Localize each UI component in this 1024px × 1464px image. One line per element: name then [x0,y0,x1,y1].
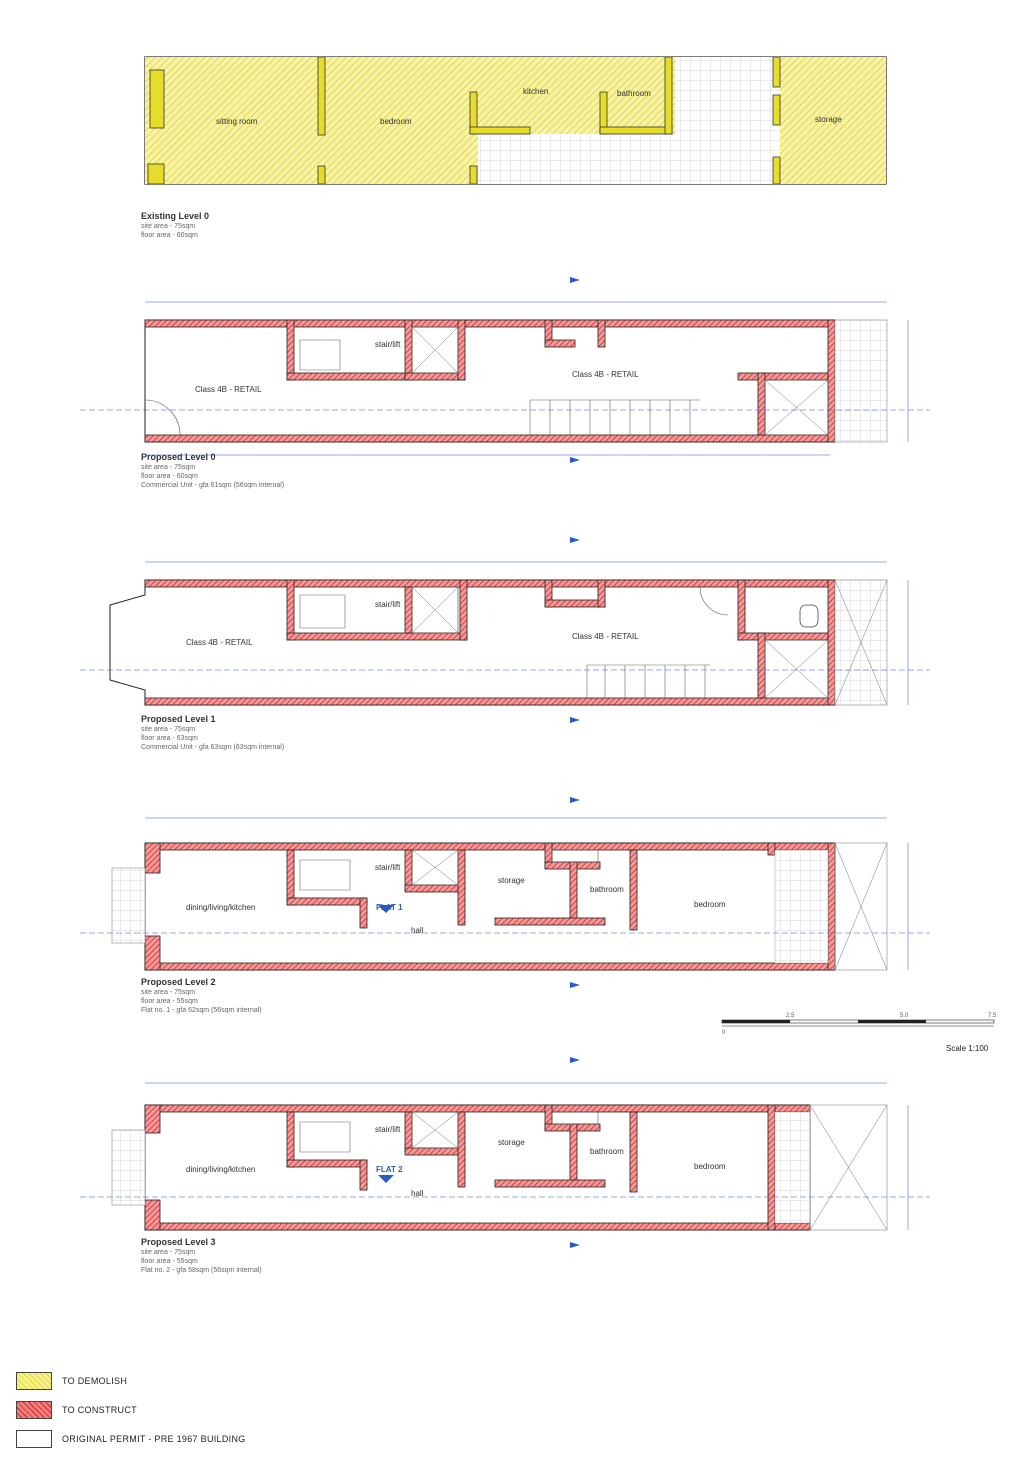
room-label: storage [815,115,842,124]
level-info: floor area - 55sqm [141,998,198,1005]
room-label: storage [498,1138,525,1147]
legend-item-demolish [16,1371,127,1391]
level-title: Proposed Level 1 [141,714,216,724]
room-label: Class 4B - RETAIL [195,385,262,394]
level-info: floor area - 55sqm [141,1258,198,1265]
scale-tick: 5.0 [900,1013,909,1019]
flat-label: FLAT 2 [376,1165,403,1174]
caption-proposed-level-2 [141,977,262,1015]
scale-tick: 0 [722,1030,726,1036]
legend-label: TO DEMOLISH [62,1376,128,1386]
room-label: bedroom [380,117,412,126]
level-title: Existing Level 0 [141,211,210,221]
room-label: dining/living/kitchen [186,1165,256,1174]
level-info: floor area - 60sqm [141,232,198,239]
scale-label: Scale 1:100 [946,1044,989,1053]
level-info: Flat no. 1 - gfa 62sqm (56sqm internal) [141,1007,262,1014]
legend-swatch-original [16,1430,52,1448]
room-label: bathroom [617,89,651,98]
scale-tick: 2.5 [786,1013,795,1019]
level-info: floor area - 60sqm [141,473,198,480]
room-label: hall [411,926,424,935]
room-label: stair/lift [375,600,401,609]
legend-swatch-demolish [16,1372,52,1390]
room-labels [186,87,842,1198]
room-label: bedroom [694,1162,726,1171]
room-label: stair/lift [375,340,401,349]
scale-bar [722,1013,997,1036]
level-info: floor area - 63sqm [141,735,198,742]
legend-item-original-permit [16,1429,246,1449]
level-title: Proposed Level 3 [141,1237,216,1247]
room-label: bedroom [694,900,726,909]
room-label: dining/living/kitchen [186,903,256,912]
level-info: site area - 75sqm [141,223,196,230]
legend-label: ORIGINAL PERMIT - PRE 1967 BUILDING [62,1434,246,1444]
level-info: site area - 75sqm [141,989,196,996]
section-marks [570,277,580,1248]
room-label: bathroom [590,1147,624,1156]
room-label: hall [411,1189,424,1198]
caption-existing-level-0 [141,211,209,240]
room-label: Class 4B - RETAIL [572,632,639,641]
legend-label: TO CONSTRUCT [62,1405,137,1415]
level-info: Flat no. 2 - gfa 58sqm (56sqm internal) [141,1267,262,1274]
room-label: Class 4B - RETAIL [572,370,639,379]
flat-label: FLAT 1 [376,903,403,912]
room-label: Class 4B - RETAIL [186,638,253,647]
caption-proposed-level-3 [141,1237,262,1275]
scale-tick: 7.5 [988,1013,997,1019]
level-info: Commercial Unit - gfa 63sqm (63sqm internal) [141,744,285,751]
room-label: stair/lift [375,1125,401,1134]
level-info: Commercial Unit - gfa 61sqm (56sqm internal) [141,482,285,489]
room-label: kitchen [523,87,549,96]
proposed-level-0-plan [80,320,930,442]
level-info: site area - 75sqm [141,464,196,471]
room-label: sitting room [216,117,258,126]
caption-proposed-level-1 [141,714,284,752]
caption-proposed-level-0 [141,452,284,490]
room-label: stair/lift [375,863,401,872]
level-info: site area - 75sqm [141,726,196,733]
level-title: Proposed Level 2 [141,977,216,987]
legend-item-construct [16,1400,137,1420]
level-info: site area - 75sqm [141,1249,196,1256]
legend-swatch-construct [16,1401,52,1419]
room-label: bathroom [590,885,624,894]
room-label: storage [498,876,525,885]
level-title: Proposed Level 0 [141,452,216,462]
